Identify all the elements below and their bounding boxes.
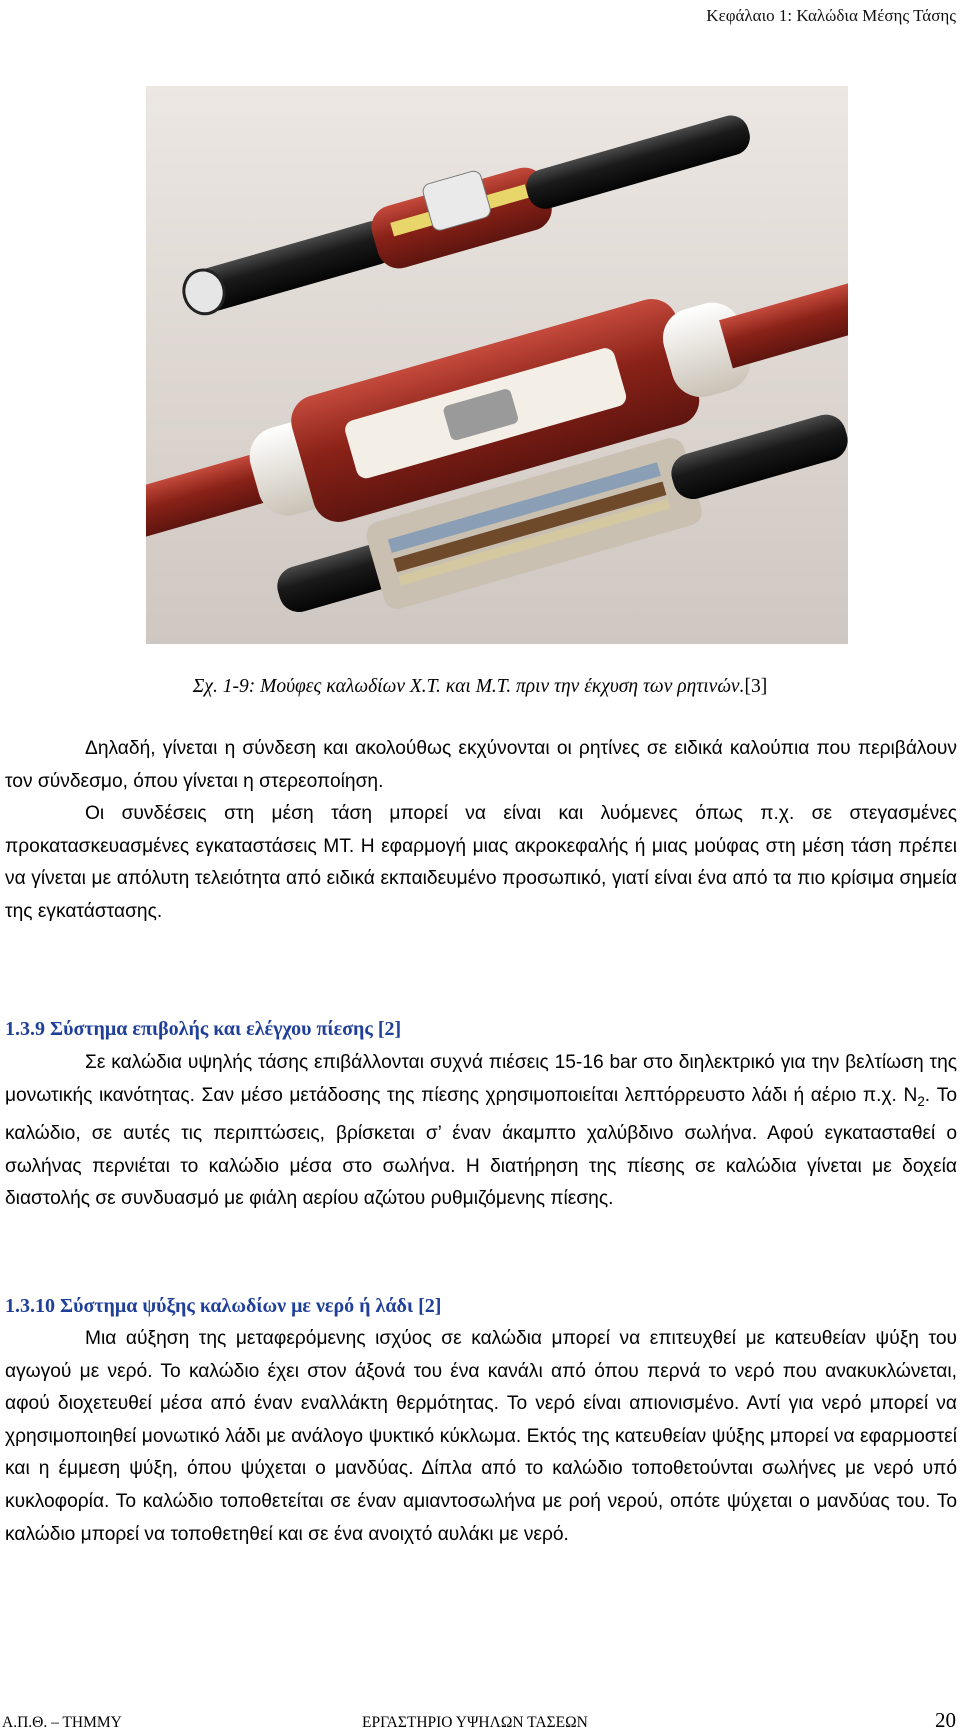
paragraph-pressure-a: Σε καλώδια υψηλής τάσης επιβάλλονται συχνά πιέσεις 15-16 bar στο διηλεκτρικό για την βελτίωση της μονωτικής ικανότητας. Σαν μέσο μετάδοσης της πίεσης χρησιμοποιείται λεπτόρρευστο λάδι ή αέριο π.χ. N (5, 1052, 957, 1106)
page-footer (0, 1710, 960, 1734)
paragraph-pressure (5, 1047, 957, 1216)
figure-caption-text: Σχ. 1-9: Μούφες καλωδίων Χ.Τ. και Μ.Τ. πριν την έκχυση των ρητινών. (192, 676, 745, 697)
page-number: 20 (935, 1708, 956, 1732)
paragraph-pressure-b: . Το καλώδιο, σε αυτές τις περιπτώσεις, βρίσκεται σ’ έναν άκαμπτο χαλύβδινο σωλήνα. Αφού εγκατασταθεί ο σωλήνας περνιέται το καλώδιο μέσα στο σωλήνα. Η διατήρηση της πίεσης σε καλώδια γίνεται με δοχεία διαστολής σε συνδυασμό με φιάλη αερίου αζώτου ρυθμιζόμενης πίεσης. (5, 1084, 957, 1210)
footer-lab: ΕΡΓΑΣΤΗΡΙΟ ΥΨΗΛΩΝ ΤΑΣΕΩΝ (362, 1714, 588, 1731)
figure-caption-ref: [3] (744, 676, 768, 697)
paragraph-joints-b: Οι συνδέσεις στη μέση τάση μπορεί να είναι και λυόμενες όπως π.χ. σε στεγασμένες προκατασκευασμένες εγκαταστάσεις ΜΤ. Η εφαρμογή μιας ακροκεφαλής ή μιας μούφας στη μέση τάση πρέπει να γίνεται με απόλυτη τελειότητα από ειδικά εκπαιδευμένο προσωπικό, γιατί είναι ένα από τα πιο κρίσιμα σημεία της εγκατάστασης. (5, 803, 957, 922)
cable-joints-photo (146, 86, 848, 644)
cable-joints-illustration (146, 86, 848, 644)
section-heading-pressure: 1.3.9 Σύστημα επιβολής και ελέγχου πίεσης [2] (5, 1018, 402, 1040)
paragraph-joints (5, 733, 957, 929)
running-header: Κεφάλαιο 1: Καλώδια Μέσης Τάσης (706, 6, 956, 25)
paragraph-joints-a: Δηλαδή, γίνεται η σύνδεση και ακολούθως εκχύνονται οι ρητίνες σε ειδικά καλούπια που περιβάλουν τον σύνδεσμο, όπου γίνεται η στερεοποίηση. (5, 738, 957, 792)
paragraph-cooling (5, 1323, 957, 1551)
paragraph-cooling-body: Μια αύξηση της μεταφερόμενης ισχύος σε καλώδια μπορεί να επιτευχθεί με κατευθείαν ψύξη του αγωγού με νερό. Το καλώδιο έχει στον άξονά του ένα κανάλι από όπου περνά το νερό που ανακυκλώνεται, αφού διοχετευθεί μέσα από έναν εναλλάκτη θερμότητας. Το νερό είναι απιονισμένο. Αντί για νερό μπορεί να χρησιμοποιηθεί μονωτικό λάδι με ανάλογο ψυκτικό κύκλωμα. Εκτός της κατευθείαν ψύξης μπορεί να εφαρμοστεί και η έμμεση ψύξη, όπου ψύχεται ο μανδύας. Δίπλα από το καλώδιο τοποθετούνται σωλήνες με νερό υπό κυκλοφορία. Το καλώδιο τοποθετείται σε έναν αμιαντοσωλήνα με ροή νερού, οπότε ψύχεται ο μανδύας του. Το καλώδιο μπορεί να τοποθετηθεί και σε ένα ανοιχτό αυλάκι με νερό. (5, 1328, 957, 1545)
section-heading-cooling: 1.3.10 Σύστημα ψύξης καλωδίων με νερό ή λάδι [2] (5, 1295, 442, 1317)
subscript-n2: 2 (917, 1093, 925, 1109)
footer-institution: Α.Π.Θ. – ΤΗΜΜΥ (2, 1714, 122, 1731)
figure-caption (0, 676, 960, 698)
